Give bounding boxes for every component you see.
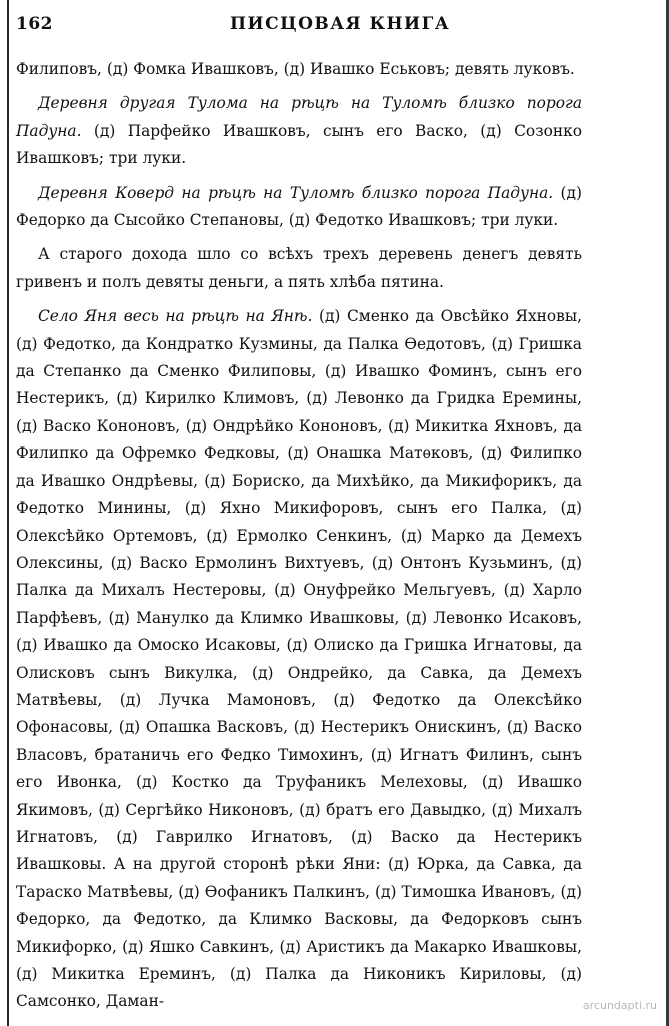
watermark: arcundapti.ru (582, 999, 657, 1012)
body-text (16, 56, 582, 1016)
paragraph-lead: Деревня другая Тулома на рѣцѣ на Туломѣ близко порога Падуна. (16, 94, 582, 140)
running-head: ПИСЦОВАЯ КНИГА (230, 14, 451, 34)
paragraph (16, 90, 582, 172)
paragraph-text: Филиповъ, (д) Фомка Ивашковъ, (д) Ивашко Еськовъ; девять луковъ. (16, 60, 575, 78)
page-header (16, 14, 639, 38)
paragraph-lead: Село Яня весь на рѣцѣ на Янѣ. (38, 307, 313, 326)
paragraph (16, 56, 582, 83)
paragraph (16, 241, 582, 296)
paragraph (16, 303, 582, 1016)
page-number: 162 (16, 14, 53, 34)
paragraph-lead: Деревня Коверд на рѣцѣ на Туломѣ близко порога Падуна. (38, 183, 554, 202)
page-edge-left (7, 0, 9, 1026)
paragraph-text: (д) Парфейко Ивашковъ, сынъ его Васко, (д) Созонко Ивашковъ; три луки. (16, 121, 582, 168)
paragraph-text: (д) Федорко да Сысойко Степановы, (д) Федотко Ивашковъ; три луки. (16, 183, 582, 230)
paragraph-text: А старого дохода шло со всѣхъ трехъ деревень денегъ девять гривенъ и полъ девяты деньги, а пять хлѣба пятина. (16, 245, 582, 291)
paragraph-text: (д) Сменко да Овсѣйко Яхновы, (д) Федотко, да Кондратко Кузмины, да Палка Ѳедотовъ, (д) Гришка да Степанко да Сменко Филиповы, (д) Ивашко Фоминъ, сынъ его Нестерикъ, (д) Кирилко Климовъ, (д) Левонко да Гридка Еремины, (д) Васко Кононовъ, (д) Ондрѣйко Кононовъ, (д) Микитка Яхновъ, да Филипко да Офремко Федковы, (д) Онашка Матѳковъ, (д) Филипко да Ивашко Ондрѣевы, (д) Бориско, да Михѣйко, да Микифорикъ, да Федотко Минины, (д) Яхно Микифоровъ, сынъ его Палка, (д) Олексѣйко Ортемовъ, (д) Ермолко Сенкинъ, (д) Марко да Демехъ Олексины, (д) Васко Ермолинъ Вихтуевъ, (д) Онтонъ Кузьминъ, (д) Палка да Михалъ Нестеровы, (д) Онуфрейко Мельгуевъ, (д) Харло Парфѣевъ, (д) Манулко да Климко Ивашковы, (д) Левонко Исаковъ, (д) Ивашко да Омоско Исаковы, (д) Олиско да Гришка Игнатовы, да Олисковъ сынъ Викулка, (д) Ондрейко, да Савка, да Демехъ Матвѣевы, (д) Лучка Мамоновъ, (д) Федотко да Олексѣйко Офонасовы, (д) Опашка Васковъ, (д) Нестерикъ Онискинъ, (д) Васко Власовъ, братаничь его Федко Тимохинъ, (д) Игнатъ Филинъ, сынъ его Ивонка, (д) Костко да Труфаникъ Мелеховы, (д) Ивашко Якимовъ, (д) Сергѣйко Никоновъ, (д) братъ его Давыдко, (д) Михалъ Игнатовъ, (д) Гаврилко Игнатовъ, (д) Васко да Нестерикъ Ивашковы. А на другой сторонѣ рѣки Яни: (д) Юрка, да Савка, да Тараско Матвѣевы, (д) Ѳофаникъ Палкинъ, (д) Тимошка Ивановъ, (д) Федорко, да Федотко, да Климко Васковы, да Федорковъ сынъ Микифорко, (д) Яшко Савкинъ, (д) Аристикъ да Макарко Ивашковы, (д) Микитка Ереминъ, (д) Палка да Никоникъ Кириловы, (д) Самсонко, Даман- (16, 307, 582, 1011)
paragraph (16, 180, 582, 235)
